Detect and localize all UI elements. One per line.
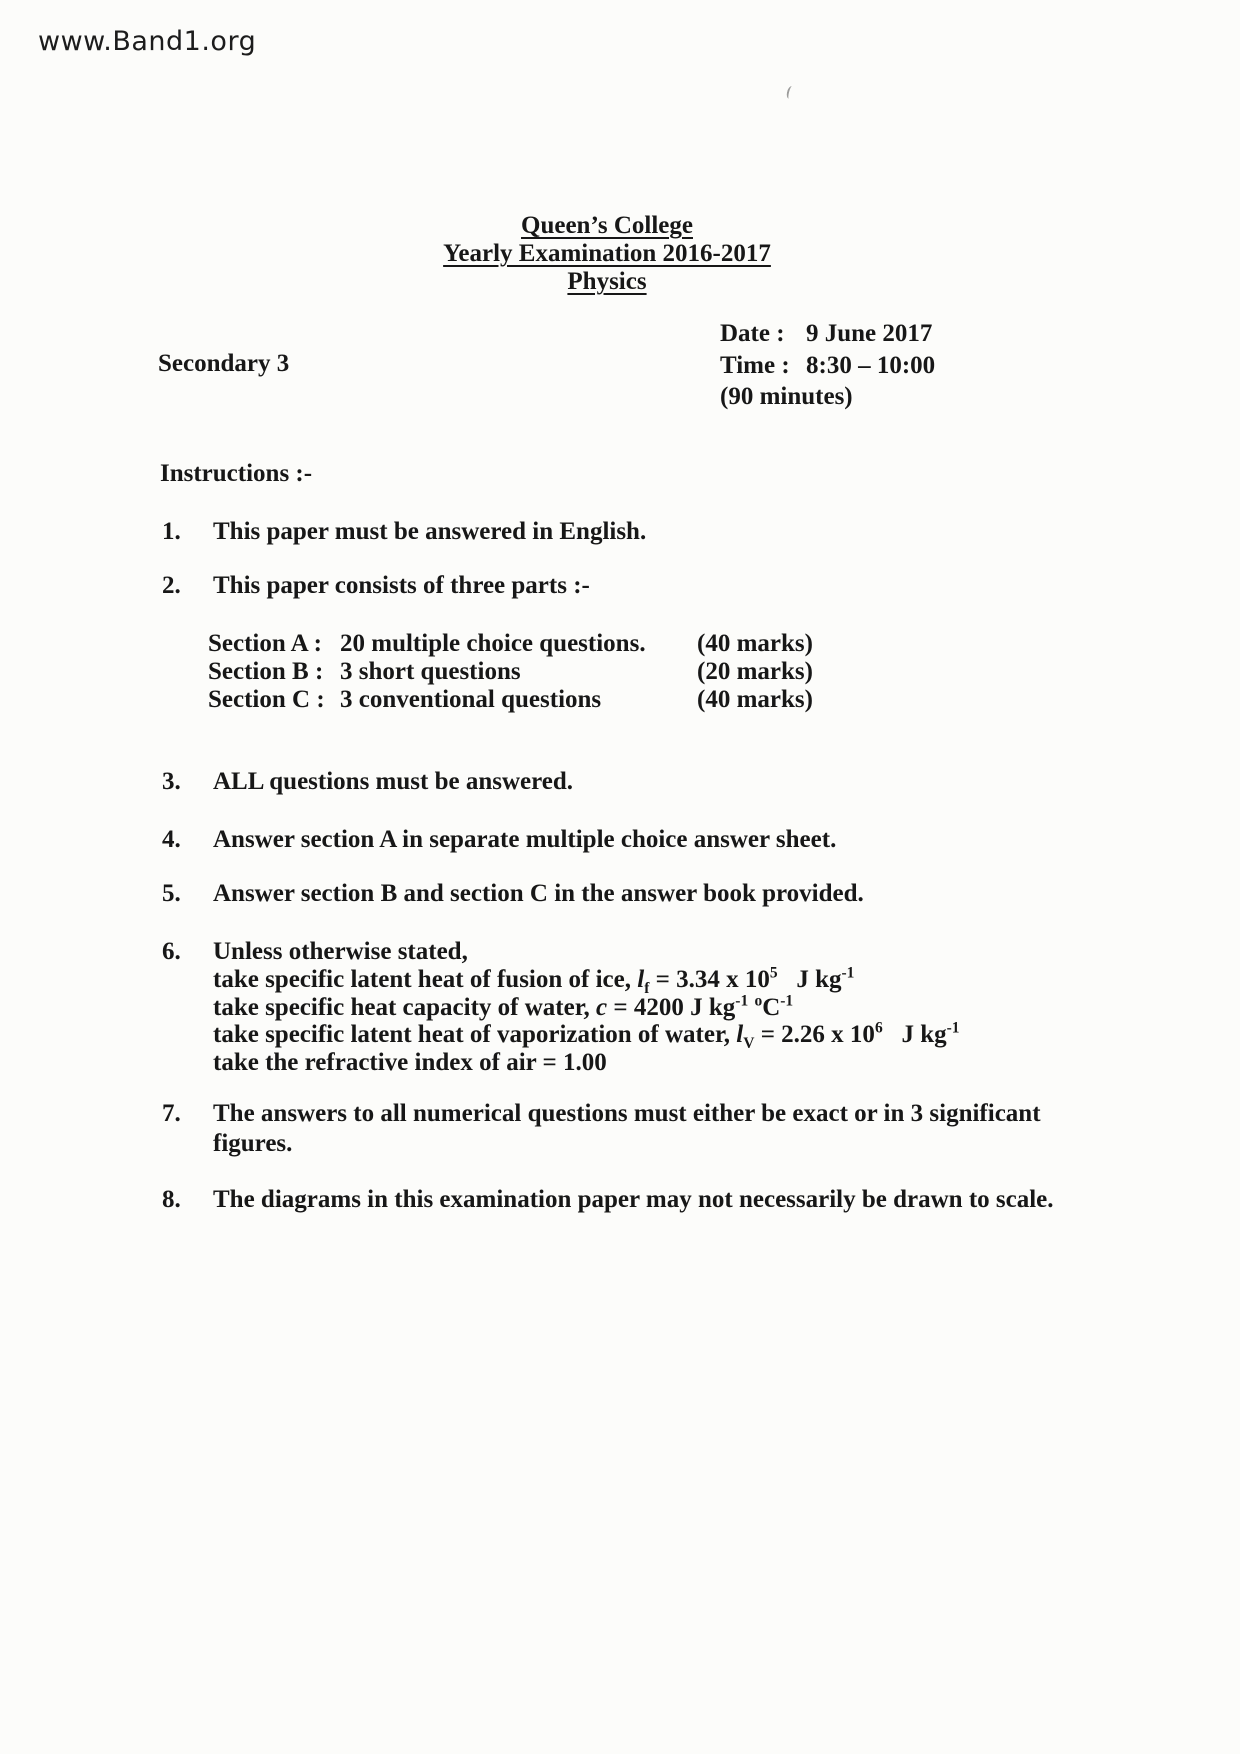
constant-latent-heat-fusion: take specific latent heat of fusion of ice, $l_f = 3.34$ x $10^5$ J $kg^{-1}$ [213, 964, 855, 997]
item-number: 4. [162, 826, 181, 853]
section-marks: (40 marks) [697, 686, 813, 713]
item-text-line-1: The answers to all numerical questions must either be exact or in 3 significant [213, 1100, 1041, 1127]
item-text: Answer section A in separate multiple choice answer sheet. [213, 826, 837, 853]
instruction-item-2 [162, 572, 590, 600]
time-label: Time : [720, 352, 790, 379]
instructions-heading: Instructions :- [160, 460, 313, 487]
time-value: 8:30 – 10:00 [806, 352, 936, 379]
item-text: ALL questions must be answered. [213, 768, 574, 795]
section-label: Section A : [208, 630, 322, 657]
exam-title: Yearly Examination 2016-2017 [443, 240, 771, 267]
item-number: 8. [162, 1186, 181, 1213]
section-marks: (20 marks) [697, 658, 813, 685]
item-number: 1. [162, 518, 181, 545]
time-row [720, 352, 935, 380]
item-text: This paper consists of three parts :- [213, 572, 590, 599]
date-label: Date : [720, 320, 785, 347]
section-row-b [208, 658, 813, 686]
date-value: 9 June 2017 [806, 320, 933, 347]
constant-latent-heat-vaporization: take specific latent heat of vaporization of water, $l_V = 2.26$ x $10^6$ J $kg^{-1}$ [213, 1019, 960, 1052]
item-number: 7. [162, 1100, 181, 1127]
section-marks: (40 marks) [697, 630, 813, 657]
instruction-item-1 [162, 518, 646, 546]
duration: (90 minutes) [720, 383, 853, 410]
item-text: Unless otherwise stated, [213, 938, 468, 965]
subject-title: Physics [567, 268, 647, 295]
item-text-line-2: figures. [213, 1130, 293, 1157]
item-text: Answer section B and section C in the answer book provided. [213, 880, 864, 907]
section-desc: 20 multiple choice questions. [340, 630, 646, 657]
instruction-item-8 [162, 1186, 1054, 1214]
instruction-item-5 [162, 880, 864, 908]
constant-refractive-index: take the refractive index of air = 1.00 [213, 1049, 607, 1076]
item-number: 5. [162, 880, 181, 907]
item-text: The diagrams in this examination paper may not necessarily be drawn to scale. [213, 1186, 1054, 1213]
section-label: Section C : [208, 686, 325, 713]
section-desc: 3 conventional questions [340, 686, 602, 713]
title-block [287, 212, 927, 296]
section-row-a [208, 630, 813, 658]
section-label: Section B : [208, 658, 324, 685]
date-row [720, 320, 932, 348]
instruction-item-4 [162, 826, 836, 854]
school-name: Queen’s College [521, 212, 693, 239]
watermark-url: www.Band1.org [38, 26, 257, 57]
item-number: 3. [162, 768, 181, 795]
item-number: 6. [162, 938, 181, 965]
constant-heat-capacity: take specific heat capacity of water, c = 4200 J $kg^{-1}$ $^oC^{-1}$ [213, 992, 794, 1021]
section-row-c [208, 686, 813, 714]
class-level: Secondary 3 [158, 350, 290, 377]
item-text: This paper must be answered in English. [213, 518, 647, 545]
scan-artifact [786, 85, 796, 99]
instruction-item-3 [162, 768, 573, 796]
item-number: 2. [162, 572, 181, 599]
section-desc: 3 short questions [340, 658, 521, 685]
